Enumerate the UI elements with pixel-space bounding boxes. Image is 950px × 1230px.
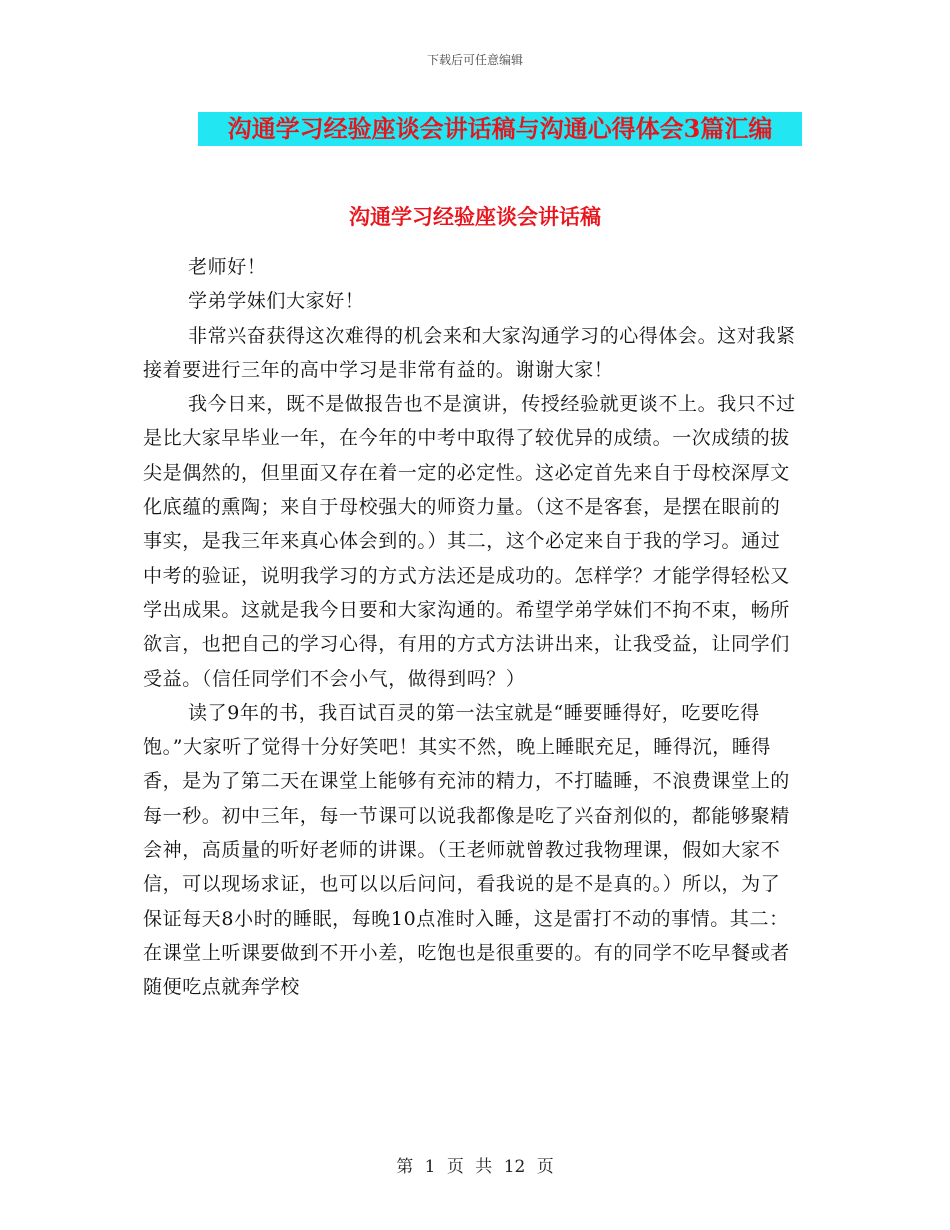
document-body	[143, 250, 799, 1005]
section-title: 沟通学习经验座谈会讲话稿	[349, 204, 601, 229]
main-title: 沟通学习经验座谈会讲话稿与沟通心得体会3篇汇编	[227, 114, 773, 143]
page-header-note: 下载后可任意编辑	[426, 53, 523, 67]
paragraph-greeting-students: 学弟学妹们大家好！	[188, 290, 365, 313]
paragraph-introduction: 我今日来，既不是做报告也不是演讲，传授经验就更谈不上。我只不过是比大家早毕业一年，在今年的中考中取得了较优异的成绩。一次成绩的拔尖是偶然的，但里面又存在着一定的必定性。这必定首先来自于母校深厚文化底蕴的熏陶；来自于母校强大的师资力量。（这不是客套，是摆在眼前的事实，是我三年来真心体会到的。）其二，这个必定来自于我的学习。通过中考的验证，说明我学习的方式方法还是成功的。怎样学？才能学得轻松又学出成果。这就是我今日要和大家沟通的。希望学弟学妹们不拘不束，畅所欲言，也把自己的学习心得，有用的方式方法讲出来，让我受益，让同学们受益。（信任同学们不会小气，做得到吗？）	[143, 393, 796, 690]
paragraph-greeting-teacher: 老师好！	[188, 256, 267, 278]
paragraph-opening: 非常兴奋获得这次难得的机会来和大家沟通学习的心得体会。这对我紧接着要进行三年的高中学习是非常有益的。谢谢大家！	[143, 324, 796, 381]
main-title-highlight	[198, 112, 802, 146]
paragraph-sleep-method: 读了9年的书，我百试百灵的第一法宝就是“睡要睡得好，吃要吃得饱。”大家听了觉得十分好笑吧！其实不然，晚上睡眠充足，睡得沉，睡得香，是为了第二天在课堂上能够有充沛的精力，不打瞌睡，不浪费课堂上的每一秒。初中三年，每一节课可以说我都像是吃了兴奋剂似的，都能够聚精会神，高质量的听好老师的讲课。（王老师就曾教过我物理课，假如大家不信，可以现场求证，也可以以后问问，看我说的是不是真的。）所以，为了保证每天8小时的睡眠，每晚10点准时入睡，这是雷打不动的事情。其二：在课堂上听课要做到不开小差，吃饱也是很重要的。有的同学不吃早餐或者随便吃点就奔学校	[143, 701, 790, 999]
page-number: 第 1 页 共 12 页	[396, 1157, 554, 1177]
